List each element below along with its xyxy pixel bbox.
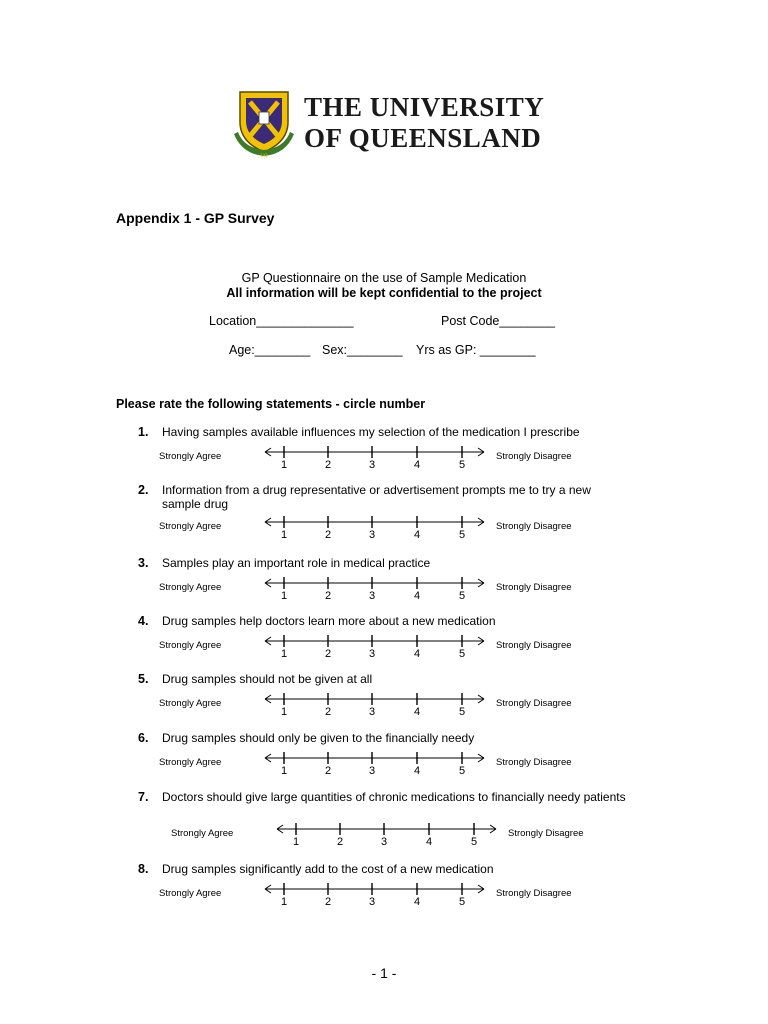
item-statement: Doctors should give large quantities of chronic medications to financially needy patients bbox=[162, 790, 626, 804]
scale-option-3[interactable]: 3 bbox=[368, 896, 376, 908]
item-number: 2. bbox=[138, 483, 149, 497]
page-number: - 1 - bbox=[371, 965, 397, 981]
strongly-agree-label: Strongly Agree bbox=[159, 888, 222, 899]
strongly-disagree-label: Strongly Disagree bbox=[508, 828, 584, 839]
scale-option-4[interactable]: 4 bbox=[413, 529, 421, 541]
item-number: 3. bbox=[138, 556, 149, 570]
logo-line-2: OF QUEENSLAND bbox=[304, 123, 542, 153]
strongly-agree-label: Strongly Agree bbox=[159, 521, 222, 532]
item-number: 8. bbox=[138, 862, 149, 876]
scale-line bbox=[262, 751, 488, 765]
item-number: 4. bbox=[138, 614, 149, 628]
scale-line bbox=[262, 445, 488, 459]
scale-option-5[interactable]: 5 bbox=[458, 590, 466, 602]
item-number: 5. bbox=[138, 672, 149, 686]
scale-option-3[interactable]: 3 bbox=[368, 459, 376, 471]
scale-option-4[interactable]: 4 bbox=[413, 706, 421, 718]
strongly-agree-label: Strongly Agree bbox=[159, 640, 222, 651]
survey-item-3 bbox=[0, 556, 768, 612]
item-statement: Drug samples should not be given at all bbox=[162, 672, 373, 686]
survey-item-7 bbox=[0, 790, 768, 846]
scale-option-1[interactable]: 1 bbox=[280, 590, 288, 602]
scale-line bbox=[262, 515, 488, 529]
rating-scale bbox=[262, 445, 488, 475]
scale-option-5[interactable]: 5 bbox=[470, 836, 478, 848]
strongly-disagree-label: Strongly Disagree bbox=[496, 757, 572, 768]
item-number: 7. bbox=[138, 790, 149, 804]
strongly-agree-label: Strongly Agree bbox=[159, 582, 222, 593]
scale-option-2[interactable]: 2 bbox=[324, 706, 332, 718]
item-statement: Having samples available influences my selection of the medication I prescribe bbox=[162, 425, 580, 439]
svg-text:UQ: UQ bbox=[260, 154, 268, 158]
scale-option-4[interactable]: 4 bbox=[425, 836, 433, 848]
rating-scale bbox=[262, 576, 488, 606]
scale-option-3[interactable]: 3 bbox=[380, 836, 388, 848]
strongly-disagree-label: Strongly Disagree bbox=[496, 698, 572, 709]
scale-option-2[interactable]: 2 bbox=[324, 459, 332, 471]
strongly-agree-label: Strongly Agree bbox=[159, 757, 222, 768]
survey-item-6 bbox=[0, 731, 768, 787]
scale-option-3[interactable]: 3 bbox=[368, 706, 376, 718]
item-statement: Samples play an important role in medical practice bbox=[162, 556, 431, 570]
post-code-field[interactable]: Post Code________ bbox=[441, 314, 555, 328]
item-statement: Drug samples significantly add to the cost of a new medication bbox=[162, 862, 494, 876]
scale-option-3[interactable]: 3 bbox=[368, 590, 376, 602]
scale-option-1[interactable]: 1 bbox=[280, 459, 288, 471]
scale-option-2[interactable]: 2 bbox=[324, 765, 332, 777]
scale-option-3[interactable]: 3 bbox=[368, 529, 376, 541]
scale-option-4[interactable]: 4 bbox=[413, 896, 421, 908]
scale-line bbox=[262, 882, 488, 896]
confidential-note: All information will be kept confidential to the project bbox=[226, 286, 542, 300]
scale-line bbox=[262, 576, 488, 590]
scale-option-5[interactable]: 5 bbox=[458, 765, 466, 777]
scale-option-2[interactable]: 2 bbox=[324, 590, 332, 602]
survey-item-5 bbox=[0, 672, 768, 728]
scale-option-4[interactable]: 4 bbox=[413, 765, 421, 777]
strongly-agree-label: Strongly Agree bbox=[159, 698, 222, 709]
scale-option-5[interactable]: 5 bbox=[458, 896, 466, 908]
item-statement: Drug samples should only be given to the financially needy bbox=[162, 731, 475, 745]
logo-line-1: THE UNIVERSITY bbox=[304, 92, 545, 122]
sex-field[interactable]: Sex:________ bbox=[322, 343, 403, 357]
appendix-heading: Appendix 1 - GP Survey bbox=[116, 210, 275, 226]
rating-scale bbox=[262, 751, 488, 781]
strongly-disagree-label: Strongly Disagree bbox=[496, 582, 572, 593]
item-number: 1. bbox=[138, 425, 149, 439]
survey-item-4 bbox=[0, 614, 768, 670]
strongly-disagree-label: Strongly Disagree bbox=[496, 888, 572, 899]
scale-option-1[interactable]: 1 bbox=[280, 765, 288, 777]
rating-scale bbox=[262, 882, 488, 912]
scale-option-1[interactable]: 1 bbox=[280, 896, 288, 908]
scale-option-5[interactable]: 5 bbox=[458, 529, 466, 541]
yrs-as-gp-field[interactable]: Yrs as GP: ________ bbox=[416, 343, 536, 357]
scale-option-5[interactable]: 5 bbox=[458, 648, 466, 660]
university-logo bbox=[232, 88, 545, 160]
survey-item-8 bbox=[0, 862, 768, 918]
scale-option-1[interactable]: 1 bbox=[280, 706, 288, 718]
uq-crest-icon bbox=[232, 88, 296, 158]
location-field[interactable]: Location______________ bbox=[209, 314, 354, 328]
strongly-agree-label: Strongly Agree bbox=[171, 828, 234, 839]
scale-option-2[interactable]: 2 bbox=[324, 529, 332, 541]
age-field[interactable]: Age:________ bbox=[229, 343, 311, 357]
scale-option-1[interactable]: 1 bbox=[280, 529, 288, 541]
strongly-disagree-label: Strongly Disagree bbox=[496, 521, 572, 532]
item-statement: Drug samples help doctors learn more about a new medication bbox=[162, 614, 496, 628]
scale-line bbox=[262, 692, 488, 706]
scale-option-1[interactable]: 1 bbox=[292, 836, 300, 848]
scale-option-2[interactable]: 2 bbox=[324, 648, 332, 660]
scale-option-2[interactable]: 2 bbox=[324, 896, 332, 908]
scale-line bbox=[274, 822, 500, 836]
scale-option-1[interactable]: 1 bbox=[280, 648, 288, 660]
questionnaire-title: GP Questionnaire on the use of Sample Medication bbox=[241, 271, 527, 285]
strongly-disagree-label: Strongly Disagree bbox=[496, 451, 572, 462]
rating-instruction: Please rate the following statements - circle number bbox=[116, 397, 426, 411]
scale-option-3[interactable]: 3 bbox=[368, 648, 376, 660]
survey-item-1 bbox=[0, 425, 768, 481]
scale-option-5[interactable]: 5 bbox=[458, 459, 466, 471]
scale-line bbox=[262, 634, 488, 648]
scale-option-2[interactable]: 2 bbox=[336, 836, 344, 848]
scale-option-4[interactable]: 4 bbox=[413, 459, 421, 471]
rating-scale bbox=[262, 692, 488, 722]
scale-option-4[interactable]: 4 bbox=[413, 648, 421, 660]
item-statement: Information from a drug representative or advertisement prompts me to try a new sample drug bbox=[162, 483, 591, 511]
rating-scale bbox=[274, 822, 500, 852]
scale-option-3[interactable]: 3 bbox=[368, 765, 376, 777]
scale-option-4[interactable]: 4 bbox=[413, 590, 421, 602]
rating-scale bbox=[262, 515, 488, 545]
strongly-disagree-label: Strongly Disagree bbox=[496, 640, 572, 651]
rating-scale bbox=[262, 634, 488, 664]
item-number: 6. bbox=[138, 731, 149, 745]
strongly-agree-label: Strongly Agree bbox=[159, 451, 222, 462]
survey-item-2 bbox=[0, 483, 768, 539]
scale-option-5[interactable]: 5 bbox=[458, 706, 466, 718]
